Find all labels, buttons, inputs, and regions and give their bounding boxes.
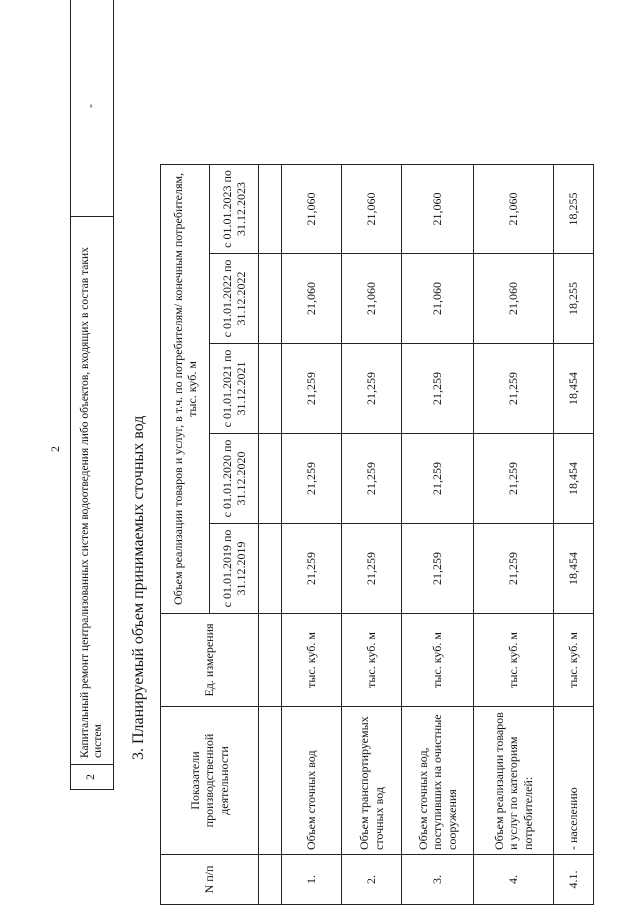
column-number [259, 164, 282, 253]
row-value: 21,259 [402, 524, 474, 614]
row-number: 3. [402, 855, 474, 905]
row-value: 21,060 [282, 254, 342, 344]
table-row [554, 164, 594, 904]
row-value: 21,060 [342, 164, 402, 253]
row-number: 2. [342, 855, 402, 905]
table-row [282, 164, 342, 904]
row-value: 21,259 [342, 434, 402, 524]
row-text: Капитальный ремонт централизованных систем водоотведения либо объектов, входящих в состав таких систем [71, 217, 114, 765]
section-title: 3. Планируемый объем принимаемых сточных вод [130, 415, 147, 760]
row-value: 21,259 [474, 524, 554, 614]
header-group: Объем реализации товаров и услуг, в т.ч. по потребителям/ конечным потребителям, тыс. куб. м [161, 164, 210, 613]
column-number-row [259, 164, 282, 904]
row-value: 21,259 [342, 344, 402, 434]
row-value: 21,259 [282, 434, 342, 524]
header-indicator: Показатели производственной деятельности [161, 707, 259, 855]
row-number: 4. [474, 855, 554, 905]
row-number: 2 [71, 765, 114, 790]
row-label: Объем реализации товаров и услуг по категориям потребителей: [474, 707, 554, 855]
row-value: 21,060 [282, 164, 342, 253]
row-value: 21,060 [402, 164, 474, 253]
row-value: 21,259 [342, 524, 402, 614]
header-row [161, 164, 210, 904]
row-label: - населению [554, 707, 594, 855]
table-row [474, 164, 554, 904]
row-label: Объем транспортируемых сточных вод [342, 707, 402, 855]
row-unit: тыс. куб. м [282, 614, 342, 707]
table-row [402, 164, 474, 904]
row-value: 21,259 [402, 434, 474, 524]
row-unit: тыс. куб. м [554, 614, 594, 707]
column-number [259, 614, 282, 707]
table-row [71, 0, 114, 790]
header-period: с 01.01.2023 по 31.12.2023 [210, 164, 259, 253]
page-number: 2 [48, 446, 62, 452]
header-period: с 01.01.2021 по 31.12.2021 [210, 344, 259, 434]
table-body [282, 164, 594, 904]
header-period: с 01.01.2020 по 31.12.2020 [210, 434, 259, 524]
wastewater-table [160, 164, 594, 905]
row-value: 21,259 [282, 524, 342, 614]
row-number: 4.1. [554, 855, 594, 905]
row-label: Объем сточных вод [282, 707, 342, 855]
column-number [259, 434, 282, 524]
top-table [70, 0, 114, 790]
row-value: 21,259 [282, 344, 342, 434]
header-period: с 01.01.2022 по 31.12.2022 [210, 254, 259, 344]
row-value: 18,255 [554, 164, 594, 253]
row-value: 21,259 [474, 344, 554, 434]
header-period: с 01.01.2019 по 31.12.2019 [210, 524, 259, 614]
row-value: 21,060 [402, 254, 474, 344]
header-unit: Ед. измерения [161, 614, 259, 707]
row-value: 18,454 [554, 344, 594, 434]
row-label: Объем сточных вод, поступивших на очистные сооружения [402, 707, 474, 855]
table-row [342, 164, 402, 904]
column-number [259, 855, 282, 905]
row-value: 21,259 [402, 344, 474, 434]
row-value: 18,255 [554, 254, 594, 344]
row-value: - [71, 0, 114, 217]
row-value: 21,060 [342, 254, 402, 344]
row-value: 21,060 [474, 164, 554, 253]
header-n: N п/п [161, 855, 259, 905]
column-number [259, 707, 282, 855]
column-number [259, 344, 282, 434]
row-value: 18,454 [554, 434, 594, 524]
row-value: 21,060 [474, 254, 554, 344]
row-number: 1. [282, 855, 342, 905]
column-number [259, 524, 282, 614]
row-unit: тыс. куб. м [474, 614, 554, 707]
column-number [259, 254, 282, 344]
row-unit: тыс. куб. м [402, 614, 474, 707]
row-unit: тыс. куб. м [342, 614, 402, 707]
row-value: 21,259 [474, 434, 554, 524]
row-value: 18,454 [554, 524, 594, 614]
